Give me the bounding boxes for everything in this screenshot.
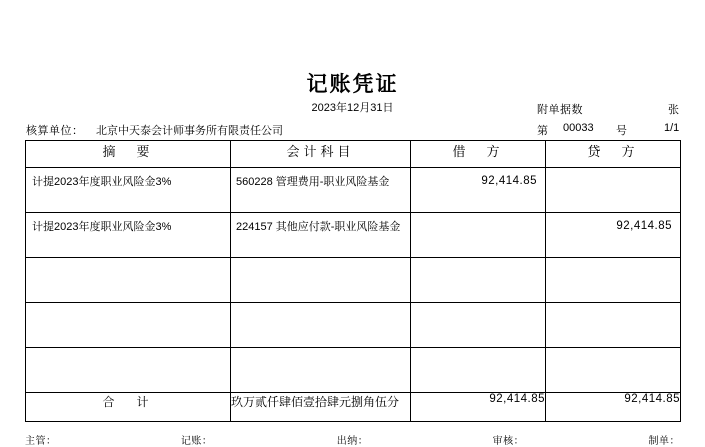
voucher-date: 2023年12月31日	[311, 102, 394, 114]
cell-subject	[231, 168, 411, 213]
subject-text	[231, 303, 410, 310]
column-header-debit: 借 方	[411, 141, 546, 168]
cell-credit	[546, 348, 681, 393]
signature-supervisor: 主管：	[25, 436, 57, 447]
attachment-count-unit: 张	[668, 104, 679, 116]
voucher-no-value: 00033	[563, 122, 594, 134]
credit-amount	[546, 348, 680, 355]
total-debit: 92,414.85	[411, 393, 546, 422]
cell-credit	[546, 258, 681, 303]
table-row	[26, 348, 681, 393]
credit-amount: 92,414.85	[616, 220, 672, 232]
credit-amount	[546, 168, 680, 175]
debit-amount: 92,414.85	[481, 175, 537, 187]
summary-text	[26, 348, 230, 355]
cell-debit	[411, 213, 546, 258]
accounting-unit-label: 核算单位：	[26, 125, 84, 137]
table-row	[26, 168, 681, 213]
voucher-no-label: 第	[537, 125, 549, 137]
accounting-unit-value: 北京中天泰会计师事务所有限责任公司	[96, 125, 283, 137]
cell-subject	[231, 303, 411, 348]
voucher-no-suffix: 号	[616, 125, 627, 137]
subject-text: 224157 其他应付款-职业风险基金	[236, 221, 401, 233]
page-title: 记账凭证	[306, 72, 399, 96]
table-row	[26, 258, 681, 303]
debit-amount	[411, 303, 545, 310]
summary-text: 计提2023年度职业风险金3%	[32, 176, 172, 188]
column-header-subject: 会计科目	[231, 141, 411, 168]
column-header-summary: 摘 要	[26, 141, 231, 168]
total-credit: 92,414.85	[546, 393, 681, 422]
cell-debit	[411, 348, 546, 393]
cell-credit	[546, 303, 681, 348]
cell-credit	[546, 213, 681, 258]
summary-text	[26, 303, 230, 310]
cell-summary	[26, 213, 231, 258]
debit-amount	[411, 258, 545, 265]
signature-preparer: 制单：	[648, 436, 680, 447]
attachment-count-label: 附单据数	[537, 104, 583, 116]
table-row	[26, 213, 681, 258]
cell-summary	[26, 303, 231, 348]
subject-text: 560228 管理费用-职业风险基金	[236, 176, 390, 188]
table-row	[26, 303, 681, 348]
table-header-row	[26, 141, 681, 168]
cell-subject	[231, 213, 411, 258]
total-label: 合 计	[26, 393, 231, 422]
subject-text	[231, 258, 410, 265]
signature-bookkeeper: 记账：	[180, 436, 213, 447]
subject-text	[231, 348, 410, 355]
table-total-row	[26, 393, 681, 422]
summary-text	[26, 258, 230, 265]
signature-row	[25, 432, 680, 447]
debit-amount	[411, 213, 545, 220]
credit-amount	[546, 258, 680, 265]
cell-summary	[26, 258, 231, 303]
cell-subject	[231, 348, 411, 393]
signature-auditor: 审核：	[492, 436, 525, 447]
cell-subject	[231, 258, 411, 303]
page-number: 1/1	[664, 122, 680, 134]
cell-summary	[26, 168, 231, 213]
cell-credit	[546, 168, 681, 213]
debit-amount	[411, 348, 545, 355]
cell-summary	[26, 348, 231, 393]
signature-cashier: 出纳：	[336, 436, 369, 447]
column-header-credit: 贷 方	[546, 141, 681, 168]
cell-debit	[411, 258, 546, 303]
cell-debit	[411, 303, 546, 348]
summary-text: 计提2023年度职业风险金3%	[32, 221, 172, 233]
cell-debit	[411, 168, 546, 213]
credit-amount	[546, 303, 680, 310]
total-amount-in-words: 玖万贰仟肆佰壹拾肆元捌角伍分	[231, 393, 411, 422]
voucher-table	[25, 140, 681, 422]
